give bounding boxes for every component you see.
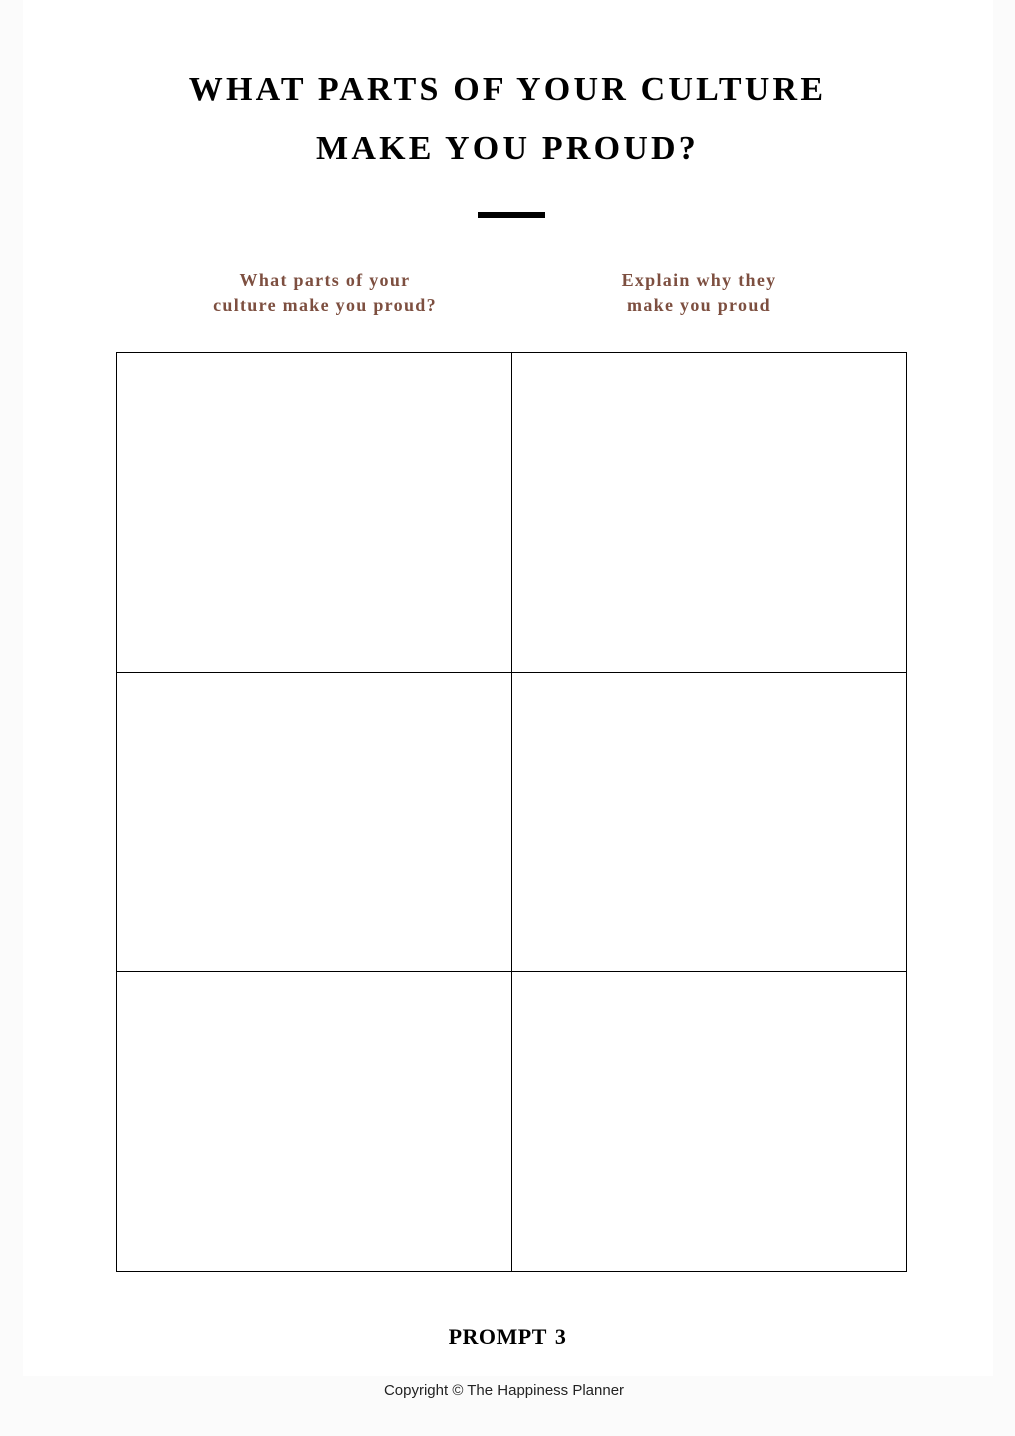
page-title-line-1: WHAT PARTS OF YOUR CULTURE bbox=[188, 71, 827, 108]
column-header-culture bbox=[175, 268, 475, 318]
column-header-culture-line-2: culture make you proud? bbox=[213, 295, 437, 315]
title-divider bbox=[478, 212, 545, 218]
answer-cell-row3-culture[interactable] bbox=[117, 972, 511, 1271]
answer-cell-row2-explain[interactable] bbox=[512, 673, 906, 971]
answer-cell-row2-culture[interactable] bbox=[117, 673, 511, 971]
grid-column-divider bbox=[511, 353, 512, 1271]
answer-cell-row1-explain[interactable] bbox=[512, 353, 906, 672]
answer-cell-row1-culture[interactable] bbox=[117, 353, 511, 672]
column-header-explain-line-1: Explain why they bbox=[621, 270, 777, 290]
page-title-line-2: MAKE YOU PROUD? bbox=[316, 130, 699, 167]
prompt-number: 3 bbox=[554, 1324, 567, 1349]
column-header-culture-line-1: What parts of your bbox=[239, 270, 411, 290]
prompt-label bbox=[0, 1326, 1015, 1348]
grid-row-divider bbox=[117, 971, 906, 972]
answer-cell-row3-explain[interactable] bbox=[512, 972, 906, 1271]
prompt-label-text: PROMPT bbox=[448, 1324, 547, 1349]
grid-row-divider bbox=[117, 672, 906, 673]
copyright-footer: Copyright © The Happiness Planner bbox=[383, 1382, 625, 1399]
column-header-explain-line-2: make you proud bbox=[627, 295, 771, 315]
answer-grid bbox=[116, 352, 907, 1272]
column-header-explain bbox=[549, 268, 849, 318]
